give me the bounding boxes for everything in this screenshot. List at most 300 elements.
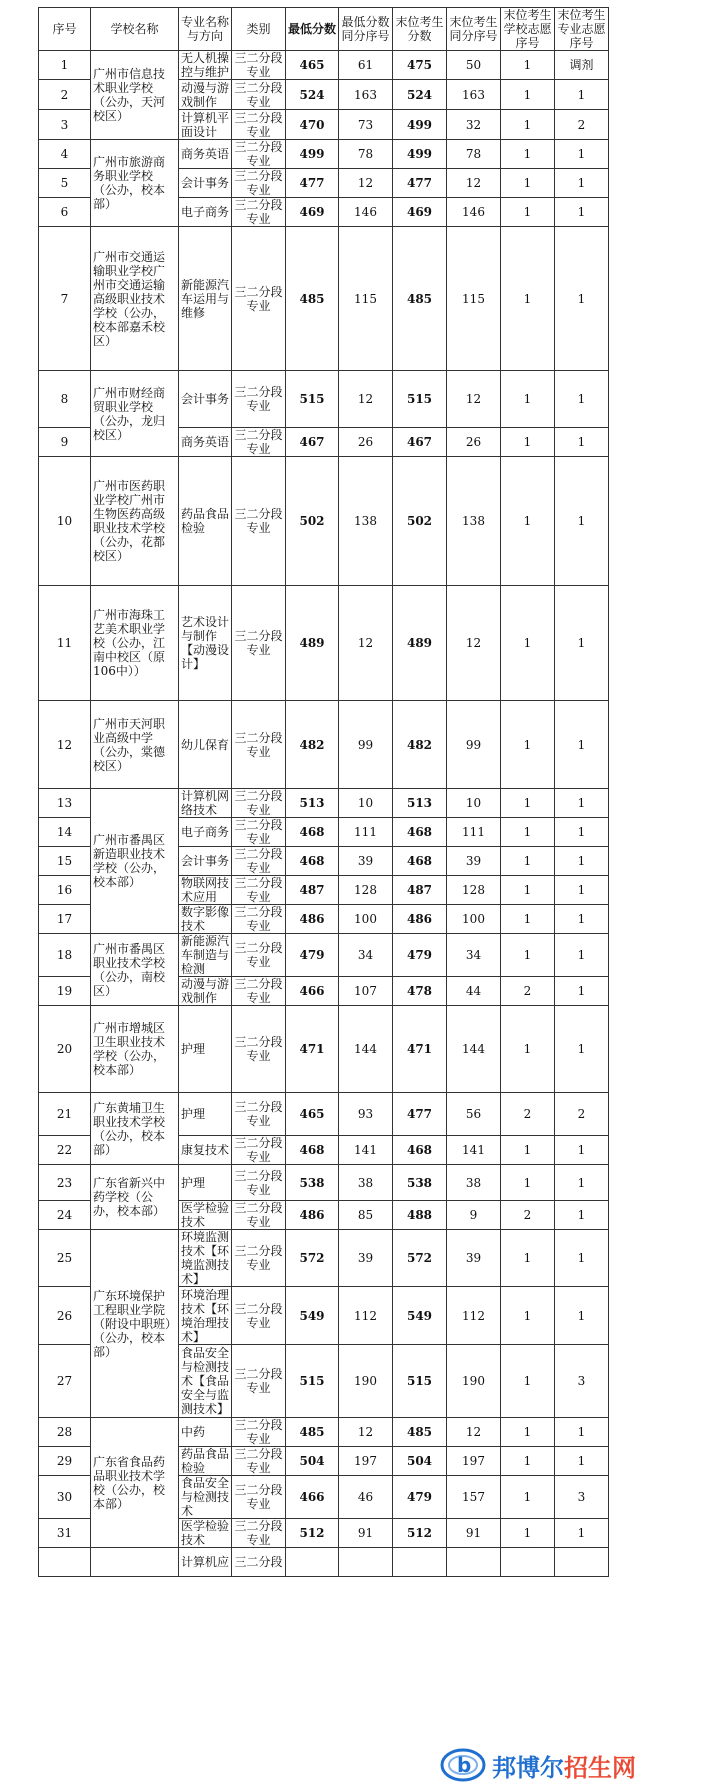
min-seq-cell: 112 bbox=[339, 1287, 393, 1345]
row-number: 31 bbox=[39, 1519, 91, 1548]
last-score-cell: 489 bbox=[393, 586, 447, 701]
major-cell: 动漫与游戏制作 bbox=[179, 977, 232, 1006]
min-score-cell: 468 bbox=[286, 1136, 339, 1165]
table-row bbox=[39, 701, 609, 789]
major-pref-cell: 1 bbox=[555, 586, 609, 701]
category-cell: 三二分段专业 bbox=[232, 1287, 286, 1345]
last-score-cell: 486 bbox=[393, 905, 447, 934]
min-seq-cell: 107 bbox=[339, 977, 393, 1006]
row-number: 19 bbox=[39, 977, 91, 1006]
category-cell: 三二分段专业 bbox=[232, 1201, 286, 1230]
min-score-cell: 515 bbox=[286, 1345, 339, 1418]
major-cell: 无人机操控与维护 bbox=[179, 51, 232, 80]
major-cell: 数字影像技术 bbox=[179, 905, 232, 934]
last-seq-cell: 38 bbox=[447, 1165, 501, 1201]
min-score-cell: 482 bbox=[286, 701, 339, 789]
min-seq-cell: 12 bbox=[339, 586, 393, 701]
school-name-cell: 广州市信息技术职业学校（公办，天河校区） bbox=[91, 51, 179, 140]
category-cell: 三二分段专业 bbox=[232, 1165, 286, 1201]
last-seq-cell: 128 bbox=[447, 876, 501, 905]
min-score-cell: 538 bbox=[286, 1165, 339, 1201]
last-score-cell: 479 bbox=[393, 1476, 447, 1519]
min-score-cell: 489 bbox=[286, 586, 339, 701]
last-seq-cell: 9 bbox=[447, 1201, 501, 1230]
school-pref-cell: 2 bbox=[501, 977, 555, 1006]
min-seq-cell: 34 bbox=[339, 934, 393, 977]
table-row bbox=[39, 934, 609, 977]
major-cell: 新能源汽车制造与检测 bbox=[179, 934, 232, 977]
category-cell: 三二分段专业 bbox=[232, 371, 286, 428]
row-number: 5 bbox=[39, 169, 91, 198]
min-seq-cell: 115 bbox=[339, 227, 393, 371]
last-score-cell: 479 bbox=[393, 934, 447, 977]
min-score-cell: 466 bbox=[286, 977, 339, 1006]
category-cell: 三二分段专业 bbox=[232, 586, 286, 701]
row-number: 24 bbox=[39, 1201, 91, 1230]
major-cell: 护理 bbox=[179, 1006, 232, 1093]
row-number: 18 bbox=[39, 934, 91, 977]
school-name-cell: 广州市番禺区职业技术学校（公办，南校区） bbox=[91, 934, 179, 1006]
school-pref-cell: 1 bbox=[501, 140, 555, 169]
min-seq-cell: 93 bbox=[339, 1093, 393, 1136]
major-cell: 药品食品检验 bbox=[179, 1447, 232, 1476]
min-seq-cell: 39 bbox=[339, 847, 393, 876]
table-row bbox=[39, 51, 609, 80]
col-header-no: 序号 bbox=[39, 8, 91, 51]
min-seq-cell: 73 bbox=[339, 110, 393, 140]
last-score-cell: 467 bbox=[393, 428, 447, 457]
min-seq-cell: 99 bbox=[339, 701, 393, 789]
school-name-cell: 广州市交通运输职业学校广州市交通运输高级职业技术学校（公办，校本部嘉禾校区） bbox=[91, 227, 179, 371]
last-seq-cell: 146 bbox=[447, 198, 501, 227]
last-seq-cell: 32 bbox=[447, 110, 501, 140]
last-score-cell: 524 bbox=[393, 80, 447, 110]
school-pref-cell: 1 bbox=[501, 876, 555, 905]
major-cell: 会计事务 bbox=[179, 371, 232, 428]
min-seq-cell: 12 bbox=[339, 169, 393, 198]
school-name-cell bbox=[91, 1548, 179, 1577]
min-seq-cell: 190 bbox=[339, 1345, 393, 1418]
svg-text:b: b bbox=[457, 1753, 472, 1777]
school-pref-cell bbox=[501, 1548, 555, 1577]
last-score-cell: 572 bbox=[393, 1230, 447, 1287]
category-cell: 三二分段专业 bbox=[232, 1476, 286, 1519]
last-seq-cell: 115 bbox=[447, 227, 501, 371]
table-body bbox=[39, 51, 609, 1577]
min-score-cell bbox=[286, 1548, 339, 1577]
last-seq-cell: 50 bbox=[447, 51, 501, 80]
major-cell: 电子商务 bbox=[179, 818, 232, 847]
col-header-category: 类别 bbox=[232, 8, 286, 51]
major-cell: 物联网技术应用 bbox=[179, 876, 232, 905]
major-pref-cell: 1 bbox=[555, 1201, 609, 1230]
last-score-cell: 515 bbox=[393, 371, 447, 428]
min-seq-cell: 146 bbox=[339, 198, 393, 227]
watermark-text bbox=[492, 1748, 636, 1783]
major-pref-cell: 1 bbox=[555, 818, 609, 847]
last-seq-cell: 163 bbox=[447, 80, 501, 110]
last-score-cell: 477 bbox=[393, 169, 447, 198]
major-cell: 食品安全与检测技术【食品安全与监测技术】 bbox=[179, 1345, 232, 1418]
major-pref-cell bbox=[555, 1548, 609, 1577]
major-pref-cell: 1 bbox=[555, 371, 609, 428]
last-score-cell: 487 bbox=[393, 876, 447, 905]
last-seq-cell: 99 bbox=[447, 701, 501, 789]
last-score-cell: 499 bbox=[393, 140, 447, 169]
school-pref-cell: 1 bbox=[501, 1006, 555, 1093]
last-score-cell: 549 bbox=[393, 1287, 447, 1345]
category-cell: 三二分段专业 bbox=[232, 905, 286, 934]
row-number: 25 bbox=[39, 1230, 91, 1287]
row-number: 9 bbox=[39, 428, 91, 457]
watermark-text-red: 招生网 bbox=[564, 1753, 636, 1782]
last-score-cell: 513 bbox=[393, 789, 447, 818]
major-cell: 电子商务 bbox=[179, 198, 232, 227]
row-number: 26 bbox=[39, 1287, 91, 1345]
major-pref-cell: 1 bbox=[555, 140, 609, 169]
school-pref-cell: 1 bbox=[501, 847, 555, 876]
min-score-cell: 465 bbox=[286, 51, 339, 80]
min-seq-cell: 12 bbox=[339, 1418, 393, 1447]
category-cell: 三二分段专业 bbox=[232, 1230, 286, 1287]
row-number: 2 bbox=[39, 80, 91, 110]
last-score-cell: 504 bbox=[393, 1447, 447, 1476]
school-pref-cell: 1 bbox=[501, 1476, 555, 1519]
last-seq-cell: 78 bbox=[447, 140, 501, 169]
min-score-cell: 465 bbox=[286, 1093, 339, 1136]
major-cell: 商务英语 bbox=[179, 428, 232, 457]
school-pref-cell: 1 bbox=[501, 1418, 555, 1447]
school-pref-cell: 2 bbox=[501, 1201, 555, 1230]
school-pref-cell: 1 bbox=[501, 1287, 555, 1345]
major-pref-cell: 3 bbox=[555, 1345, 609, 1418]
last-seq-cell: 144 bbox=[447, 1006, 501, 1093]
last-score-cell: 482 bbox=[393, 701, 447, 789]
category-cell: 三二分段专业 bbox=[232, 876, 286, 905]
school-name-cell: 广东省食品药品职业技术学校（公办，校本部） bbox=[91, 1418, 179, 1548]
major-pref-cell: 调剂 bbox=[555, 51, 609, 80]
school-pref-cell: 1 bbox=[501, 818, 555, 847]
category-cell: 三二分段专业 bbox=[232, 1006, 286, 1093]
min-seq-cell: 197 bbox=[339, 1447, 393, 1476]
category-cell: 三二分段专业 bbox=[232, 428, 286, 457]
min-seq-cell: 38 bbox=[339, 1165, 393, 1201]
school-name-cell: 广东黄埔卫生职业技术学校（公办，校本部） bbox=[91, 1093, 179, 1165]
major-cell: 护理 bbox=[179, 1165, 232, 1201]
major-pref-cell: 1 bbox=[555, 169, 609, 198]
last-score-cell: 469 bbox=[393, 198, 447, 227]
major-cell: 环境治理技术【环境治理技术】 bbox=[179, 1287, 232, 1345]
table-row bbox=[39, 1548, 609, 1577]
category-cell: 三二分段专业 bbox=[232, 977, 286, 1006]
min-seq-cell: 61 bbox=[339, 51, 393, 80]
major-cell: 环境监测技术【环境监测技术】 bbox=[179, 1230, 232, 1287]
school-pref-cell: 1 bbox=[501, 198, 555, 227]
min-score-cell: 486 bbox=[286, 1201, 339, 1230]
category-cell: 三二分段专业 bbox=[232, 80, 286, 110]
last-seq-cell: 111 bbox=[447, 818, 501, 847]
min-score-cell: 469 bbox=[286, 198, 339, 227]
row-number: 30 bbox=[39, 1476, 91, 1519]
school-name-cell: 广东省新兴中药学校（公办，校本部） bbox=[91, 1165, 179, 1230]
major-pref-cell: 1 bbox=[555, 1287, 609, 1345]
school-pref-cell: 1 bbox=[501, 934, 555, 977]
table-row bbox=[39, 140, 609, 169]
major-cell: 药品食品检验 bbox=[179, 457, 232, 586]
min-seq-cell: 100 bbox=[339, 905, 393, 934]
last-seq-cell: 12 bbox=[447, 169, 501, 198]
major-pref-cell: 3 bbox=[555, 1476, 609, 1519]
min-score-cell: 486 bbox=[286, 905, 339, 934]
major-pref-cell: 1 bbox=[555, 1418, 609, 1447]
category-cell: 三二分段专业 bbox=[232, 1418, 286, 1447]
min-seq-cell: 144 bbox=[339, 1006, 393, 1093]
major-cell: 医学检验技术 bbox=[179, 1201, 232, 1230]
major-cell: 商务英语 bbox=[179, 140, 232, 169]
major-cell: 食品安全与检测技术 bbox=[179, 1476, 232, 1519]
row-number: 20 bbox=[39, 1006, 91, 1093]
school-name-cell: 广州市海珠工艺美术职业学校（公办，江南中校区（原106中）） bbox=[91, 586, 179, 701]
col-header-min-seq: 最低分数同分序号 bbox=[339, 8, 393, 51]
last-seq-cell: 12 bbox=[447, 1418, 501, 1447]
major-pref-cell: 1 bbox=[555, 905, 609, 934]
last-seq-cell: 141 bbox=[447, 1136, 501, 1165]
last-score-cell: 515 bbox=[393, 1345, 447, 1418]
school-pref-cell: 1 bbox=[501, 227, 555, 371]
major-pref-cell: 1 bbox=[555, 457, 609, 586]
major-pref-cell: 1 bbox=[555, 428, 609, 457]
category-cell: 三二分段专业 bbox=[232, 457, 286, 586]
last-score-cell: 475 bbox=[393, 51, 447, 80]
min-score-cell: 468 bbox=[286, 818, 339, 847]
school-pref-cell: 1 bbox=[501, 1136, 555, 1165]
major-cell: 中药 bbox=[179, 1418, 232, 1447]
min-seq-cell: 111 bbox=[339, 818, 393, 847]
category-cell: 三二分段专业 bbox=[232, 51, 286, 80]
major-pref-cell: 1 bbox=[555, 977, 609, 1006]
min-score-cell: 572 bbox=[286, 1230, 339, 1287]
min-seq-cell: 12 bbox=[339, 371, 393, 428]
min-score-cell: 468 bbox=[286, 847, 339, 876]
major-cell: 会计事务 bbox=[179, 847, 232, 876]
min-score-cell: 549 bbox=[286, 1287, 339, 1345]
last-score-cell: 477 bbox=[393, 1093, 447, 1136]
last-seq-cell: 44 bbox=[447, 977, 501, 1006]
school-pref-cell: 1 bbox=[501, 701, 555, 789]
min-score-cell: 477 bbox=[286, 169, 339, 198]
school-name-cell: 广东环境保护工程职业学院（附设中职班）（公办，校本部） bbox=[91, 1230, 179, 1418]
row-number: 17 bbox=[39, 905, 91, 934]
row-number: 27 bbox=[39, 1345, 91, 1418]
major-cell: 会计事务 bbox=[179, 169, 232, 198]
min-score-cell: 485 bbox=[286, 227, 339, 371]
min-score-cell: 524 bbox=[286, 80, 339, 110]
school-pref-cell: 1 bbox=[501, 1230, 555, 1287]
col-header-major-pref: 末位考生专业志愿序号 bbox=[555, 8, 609, 51]
major-pref-cell: 1 bbox=[555, 227, 609, 371]
last-score-cell: 502 bbox=[393, 457, 447, 586]
row-number: 22 bbox=[39, 1136, 91, 1165]
major-cell: 医学检验技术 bbox=[179, 1519, 232, 1548]
row-number: 16 bbox=[39, 876, 91, 905]
school-pref-cell: 1 bbox=[501, 169, 555, 198]
major-pref-cell: 1 bbox=[555, 80, 609, 110]
school-pref-cell: 1 bbox=[501, 1447, 555, 1476]
school-pref-cell: 1 bbox=[501, 457, 555, 586]
last-seq-cell: 100 bbox=[447, 905, 501, 934]
category-cell: 三二分段专业 bbox=[232, 701, 286, 789]
last-seq-cell: 157 bbox=[447, 1476, 501, 1519]
row-number: 21 bbox=[39, 1093, 91, 1136]
major-pref-cell: 2 bbox=[555, 110, 609, 140]
major-cell: 计算机应 bbox=[179, 1548, 232, 1577]
category-cell: 三二分段专业 bbox=[232, 847, 286, 876]
category-cell: 三二分段专业 bbox=[232, 227, 286, 371]
last-seq-cell: 190 bbox=[447, 1345, 501, 1418]
min-seq-cell: 26 bbox=[339, 428, 393, 457]
table-row bbox=[39, 1418, 609, 1447]
col-header-last-seq: 末位考生同分序号 bbox=[447, 8, 501, 51]
table-row bbox=[39, 1230, 609, 1287]
b-logo-icon bbox=[440, 1747, 486, 1783]
category-cell: 三二分段专业 bbox=[232, 1345, 286, 1418]
school-name-cell: 广州市财经商贸职业学校（公办，龙归校区） bbox=[91, 371, 179, 457]
school-name-cell: 广州市医药职业学校广州市生物医药高级职业技术学校（公办，花都校区） bbox=[91, 457, 179, 586]
school-name-cell: 广州市天河职业高级中学（公办，棠德校区） bbox=[91, 701, 179, 789]
min-score-cell: 499 bbox=[286, 140, 339, 169]
last-score-cell bbox=[393, 1548, 447, 1577]
last-seq-cell: 91 bbox=[447, 1519, 501, 1548]
last-score-cell: 468 bbox=[393, 818, 447, 847]
min-seq-cell bbox=[339, 1548, 393, 1577]
major-cell: 计算机网络技术 bbox=[179, 789, 232, 818]
school-pref-cell: 1 bbox=[501, 905, 555, 934]
row-number: 14 bbox=[39, 818, 91, 847]
row-number: 23 bbox=[39, 1165, 91, 1201]
row-number: 28 bbox=[39, 1418, 91, 1447]
min-seq-cell: 163 bbox=[339, 80, 393, 110]
min-seq-cell: 39 bbox=[339, 1230, 393, 1287]
school-pref-cell: 1 bbox=[501, 110, 555, 140]
min-seq-cell: 141 bbox=[339, 1136, 393, 1165]
min-score-cell: 513 bbox=[286, 789, 339, 818]
min-score-cell: 467 bbox=[286, 428, 339, 457]
last-seq-cell bbox=[447, 1548, 501, 1577]
row-number: 8 bbox=[39, 371, 91, 428]
col-header-last-score: 末位考生分数 bbox=[393, 8, 447, 51]
row-number: 11 bbox=[39, 586, 91, 701]
table-row bbox=[39, 1165, 609, 1201]
school-pref-cell: 1 bbox=[501, 586, 555, 701]
category-cell: 三二分段专业 bbox=[232, 818, 286, 847]
major-pref-cell: 1 bbox=[555, 1447, 609, 1476]
table-row bbox=[39, 1093, 609, 1136]
last-seq-cell: 26 bbox=[447, 428, 501, 457]
school-pref-cell: 1 bbox=[501, 371, 555, 428]
category-cell: 三二分段专业 bbox=[232, 169, 286, 198]
min-score-cell: 470 bbox=[286, 110, 339, 140]
school-pref-cell: 1 bbox=[501, 80, 555, 110]
category-cell: 三二分段 bbox=[232, 1548, 286, 1577]
min-seq-cell: 46 bbox=[339, 1476, 393, 1519]
category-cell: 三二分段专业 bbox=[232, 934, 286, 977]
row-number: 12 bbox=[39, 701, 91, 789]
category-cell: 三二分段专业 bbox=[232, 140, 286, 169]
admission-score-table bbox=[38, 7, 609, 1577]
major-pref-cell: 1 bbox=[555, 701, 609, 789]
min-seq-cell: 10 bbox=[339, 789, 393, 818]
major-cell: 护理 bbox=[179, 1093, 232, 1136]
min-score-cell: 502 bbox=[286, 457, 339, 586]
min-score-cell: 471 bbox=[286, 1006, 339, 1093]
table-row bbox=[39, 1006, 609, 1093]
last-seq-cell: 112 bbox=[447, 1287, 501, 1345]
min-score-cell: 466 bbox=[286, 1476, 339, 1519]
major-cell: 艺术设计与制作【动漫设计】 bbox=[179, 586, 232, 701]
row-number: 29 bbox=[39, 1447, 91, 1476]
min-seq-cell: 78 bbox=[339, 140, 393, 169]
min-score-cell: 512 bbox=[286, 1519, 339, 1548]
row-number: 7 bbox=[39, 227, 91, 371]
last-score-cell: 485 bbox=[393, 1418, 447, 1447]
category-cell: 三二分段专业 bbox=[232, 1093, 286, 1136]
major-cell: 幼儿保育 bbox=[179, 701, 232, 789]
admission-score-table-sheet bbox=[38, 7, 609, 1577]
school-pref-cell: 1 bbox=[501, 1519, 555, 1548]
major-pref-cell: 1 bbox=[555, 847, 609, 876]
last-seq-cell: 39 bbox=[447, 847, 501, 876]
school-name-cell: 广州市番禺区新造职业技术学校（公办，校本部） bbox=[91, 789, 179, 934]
category-cell: 三二分段专业 bbox=[232, 789, 286, 818]
table-row bbox=[39, 227, 609, 371]
last-score-cell: 485 bbox=[393, 227, 447, 371]
col-header-major: 专业名称与方向 bbox=[179, 8, 232, 51]
category-cell: 三二分段专业 bbox=[232, 1447, 286, 1476]
min-score-cell: 487 bbox=[286, 876, 339, 905]
table-row bbox=[39, 586, 609, 701]
major-pref-cell: 1 bbox=[555, 1136, 609, 1165]
school-name-cell: 广州市旅游商务职业学校（公办，校本部） bbox=[91, 140, 179, 227]
last-seq-cell: 34 bbox=[447, 934, 501, 977]
last-score-cell: 468 bbox=[393, 1136, 447, 1165]
school-pref-cell: 2 bbox=[501, 1093, 555, 1136]
major-cell: 新能源汽车运用与维修 bbox=[179, 227, 232, 371]
last-seq-cell: 10 bbox=[447, 789, 501, 818]
last-seq-cell: 12 bbox=[447, 371, 501, 428]
school-pref-cell: 1 bbox=[501, 1345, 555, 1418]
col-header-school: 学校名称 bbox=[91, 8, 179, 51]
last-score-cell: 499 bbox=[393, 110, 447, 140]
min-seq-cell: 128 bbox=[339, 876, 393, 905]
watermark bbox=[440, 1745, 718, 1785]
last-score-cell: 471 bbox=[393, 1006, 447, 1093]
row-number: 4 bbox=[39, 140, 91, 169]
category-cell: 三二分段专业 bbox=[232, 198, 286, 227]
last-seq-cell: 197 bbox=[447, 1447, 501, 1476]
major-pref-cell: 1 bbox=[555, 934, 609, 977]
table-row bbox=[39, 457, 609, 586]
watermark-text-blue: 邦博尔 bbox=[492, 1753, 564, 1782]
table-row bbox=[39, 371, 609, 428]
min-seq-cell: 138 bbox=[339, 457, 393, 586]
col-header-min-score: 最低分数 bbox=[286, 8, 339, 51]
min-seq-cell: 85 bbox=[339, 1201, 393, 1230]
row-number bbox=[39, 1548, 91, 1577]
major-pref-cell: 1 bbox=[555, 1519, 609, 1548]
category-cell: 三二分段专业 bbox=[232, 1136, 286, 1165]
school-name-cell: 广州市增城区卫生职业技术学校（公办，校本部） bbox=[91, 1006, 179, 1093]
school-pref-cell: 1 bbox=[501, 51, 555, 80]
